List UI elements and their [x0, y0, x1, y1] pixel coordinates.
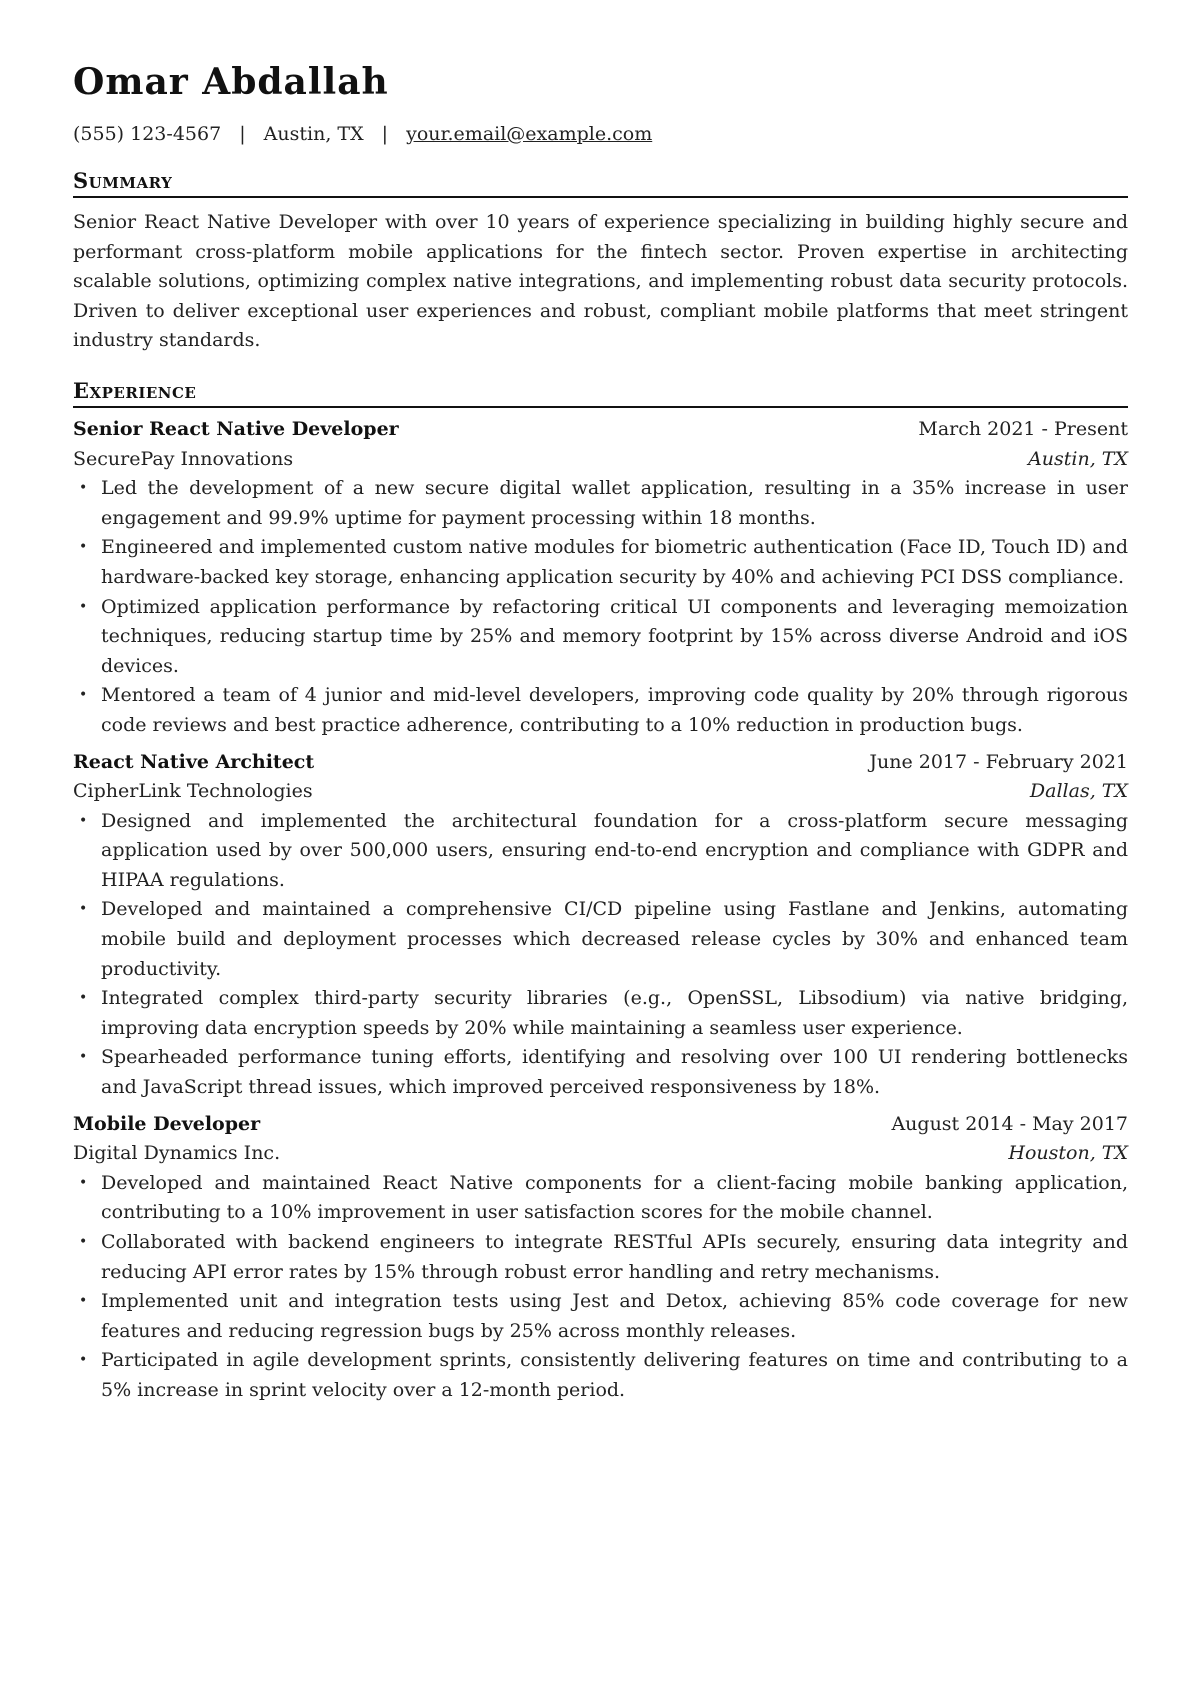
job-list: [73, 415, 1128, 1406]
bullet-icon: •: [79, 687, 88, 704]
bullet-icon: •: [79, 1352, 88, 1369]
job-company-row: [73, 445, 1128, 475]
bullet-item: [73, 681, 1128, 740]
job-location: Austin, TX: [1028, 447, 1128, 470]
bullet-text: Developed and maintained React Native components for a client-facing mobile banking application, contributing to a 10% improvement in user satisfaction scores for the mobile channel.: [101, 1171, 1128, 1224]
summary-section: [73, 168, 1128, 356]
bullet-text: Implemented unit and integration tests using Jest and Detox, achieving 85% code coverage for new features and reducing regression bugs by 25% across monthly releases.: [101, 1290, 1128, 1342]
job-title: Senior React Native Developer: [73, 417, 399, 440]
bullet-text: Collaborated with backend engineers to integrate RESTful APIs securely, ensuring data integrity and reducing API error rates by 15% through robust error handling and retry mechanisms.: [101, 1231, 1128, 1283]
bullet-item: [73, 593, 1128, 682]
section-title-summary: Summary: [73, 168, 1128, 198]
bullet-icon: •: [79, 1049, 88, 1066]
bullet-text: Engineered and implemented custom native modules for biometric authentication (Face ID, Touch ID) and hardware-backed key storage, enhancing application security by 40% and achieving PCI DSS compliance.: [101, 536, 1128, 588]
job-bullet-list: [73, 474, 1128, 740]
bullet-text: Spearheaded performance tuning efforts, identifying and resolving over 100 UI rendering bottlenecks and JavaScript thread issues, which improved perceived responsiveness by 18%.: [101, 1046, 1128, 1099]
bullet-icon: •: [79, 539, 88, 556]
job-title: Mobile Developer: [73, 1112, 261, 1135]
bullet-icon: •: [79, 1234, 88, 1250]
job-entry: [73, 415, 1128, 741]
candidate-name: Omar Abdallah: [73, 61, 389, 103]
job-entry: [73, 748, 1128, 1103]
bullet-text: Designed and implemented the architectural foundation for a cross-platform secure messaging application used by over 500,000 users, ensuring end-to-end encryption and compliance with GDPR and HIPAA regulations.: [101, 809, 1128, 891]
separator: |: [381, 123, 389, 145]
job-bullet-list: [73, 1169, 1128, 1406]
bullet-item: [73, 1043, 1128, 1102]
bullet-item: [73, 1169, 1128, 1228]
job-dates: August 2014 - May 2017: [891, 1112, 1128, 1135]
bullet-icon: •: [79, 990, 88, 1007]
job-header-row: [73, 1110, 1128, 1140]
job-company: Digital Dynamics Inc.: [73, 1142, 281, 1165]
contact-location: Austin, TX: [263, 123, 364, 145]
job-dates: June 2017 - February 2021: [869, 750, 1128, 773]
bullet-item: [73, 1228, 1128, 1287]
bullet-icon: •: [79, 1293, 88, 1310]
bullet-item: [73, 533, 1128, 592]
bullet-text: Integrated complex third-party security libraries (e.g., OpenSSL, Libsodium) via native bridging, improving data encryption speeds by 20% while maintaining a seamless user experience.: [101, 987, 1128, 1039]
job-header-row: [73, 415, 1128, 445]
bullet-icon: •: [79, 480, 88, 497]
summary-text: Senior React Native Developer with over 10 years of experience specializing in building highly secure and performant cross-platform mobile applications for the fintech sector. Proven expertise in architecting scalable solutions, optimizing complex native integrations, and implementing robust data security protocols. Driven to deliver exceptional user experiences and robust, compliant mobile platforms that meet stringent industry standards.: [73, 211, 1128, 352]
bullet-text: Optimized application performance by refactoring critical UI components and leveraging memoization techniques, reducing startup time by 25% and memory footprint by 15% across diverse Android and iOS devices.: [101, 595, 1128, 677]
email-link[interactable]: your.email@example.com: [406, 123, 653, 145]
experience-section: [73, 378, 1128, 1406]
bullet-item: [73, 984, 1128, 1043]
section-title-experience: Experience: [73, 378, 1128, 408]
bullet-icon: •: [79, 598, 88, 615]
bullet-item: [73, 807, 1128, 896]
job-company-row: [73, 1139, 1128, 1169]
bullet-icon: •: [79, 1174, 88, 1191]
bullet-text: Participated in agile development sprints, consistently delivering features on time and contributing to a 5% increase in sprint velocity over a 12-month period.: [101, 1349, 1128, 1401]
contact-line: [73, 122, 1128, 146]
bullet-item: [73, 1346, 1128, 1405]
bullet-text: Developed and maintained a comprehensive CI/CD pipeline using Fastlane and Jenkins, automating mobile build and deployment processes which decreased release cycles by 30% and enhanced team productivity.: [101, 898, 1128, 980]
bullet-icon: •: [79, 812, 88, 829]
bullet-icon: •: [79, 901, 88, 918]
separator: |: [239, 123, 246, 145]
bullet-item: [73, 895, 1128, 984]
job-company: SecurePay Innovations: [73, 447, 294, 470]
resume-page: [73, 60, 1128, 1406]
bullet-item: [73, 1287, 1128, 1346]
job-location: Houston, TX: [1008, 1142, 1128, 1165]
job-bullet-list: [73, 807, 1128, 1103]
job-header-row: [73, 748, 1128, 778]
bullet-item: [73, 474, 1128, 533]
job-company: CipherLink Technologies: [73, 780, 313, 803]
phone-number: (555) 123-4567: [73, 123, 222, 145]
job-company-row: [73, 777, 1128, 807]
job-entry: [73, 1110, 1128, 1406]
bullet-text: Led the development of a new secure digital wallet application, resulting in a 35% increase in user engagement and 99.9% uptime for payment processing within 18 months.: [101, 477, 1128, 529]
job-location: Dallas, TX: [1029, 780, 1128, 803]
job-dates: March 2021 - Present: [918, 417, 1128, 440]
job-title: React Native Architect: [73, 750, 315, 773]
bullet-text: Mentored a team of 4 junior and mid-level developers, improving code quality by 20% through rigorous code reviews and best practice adherence, contributing to a 10% reduction in production bugs.: [101, 684, 1128, 736]
